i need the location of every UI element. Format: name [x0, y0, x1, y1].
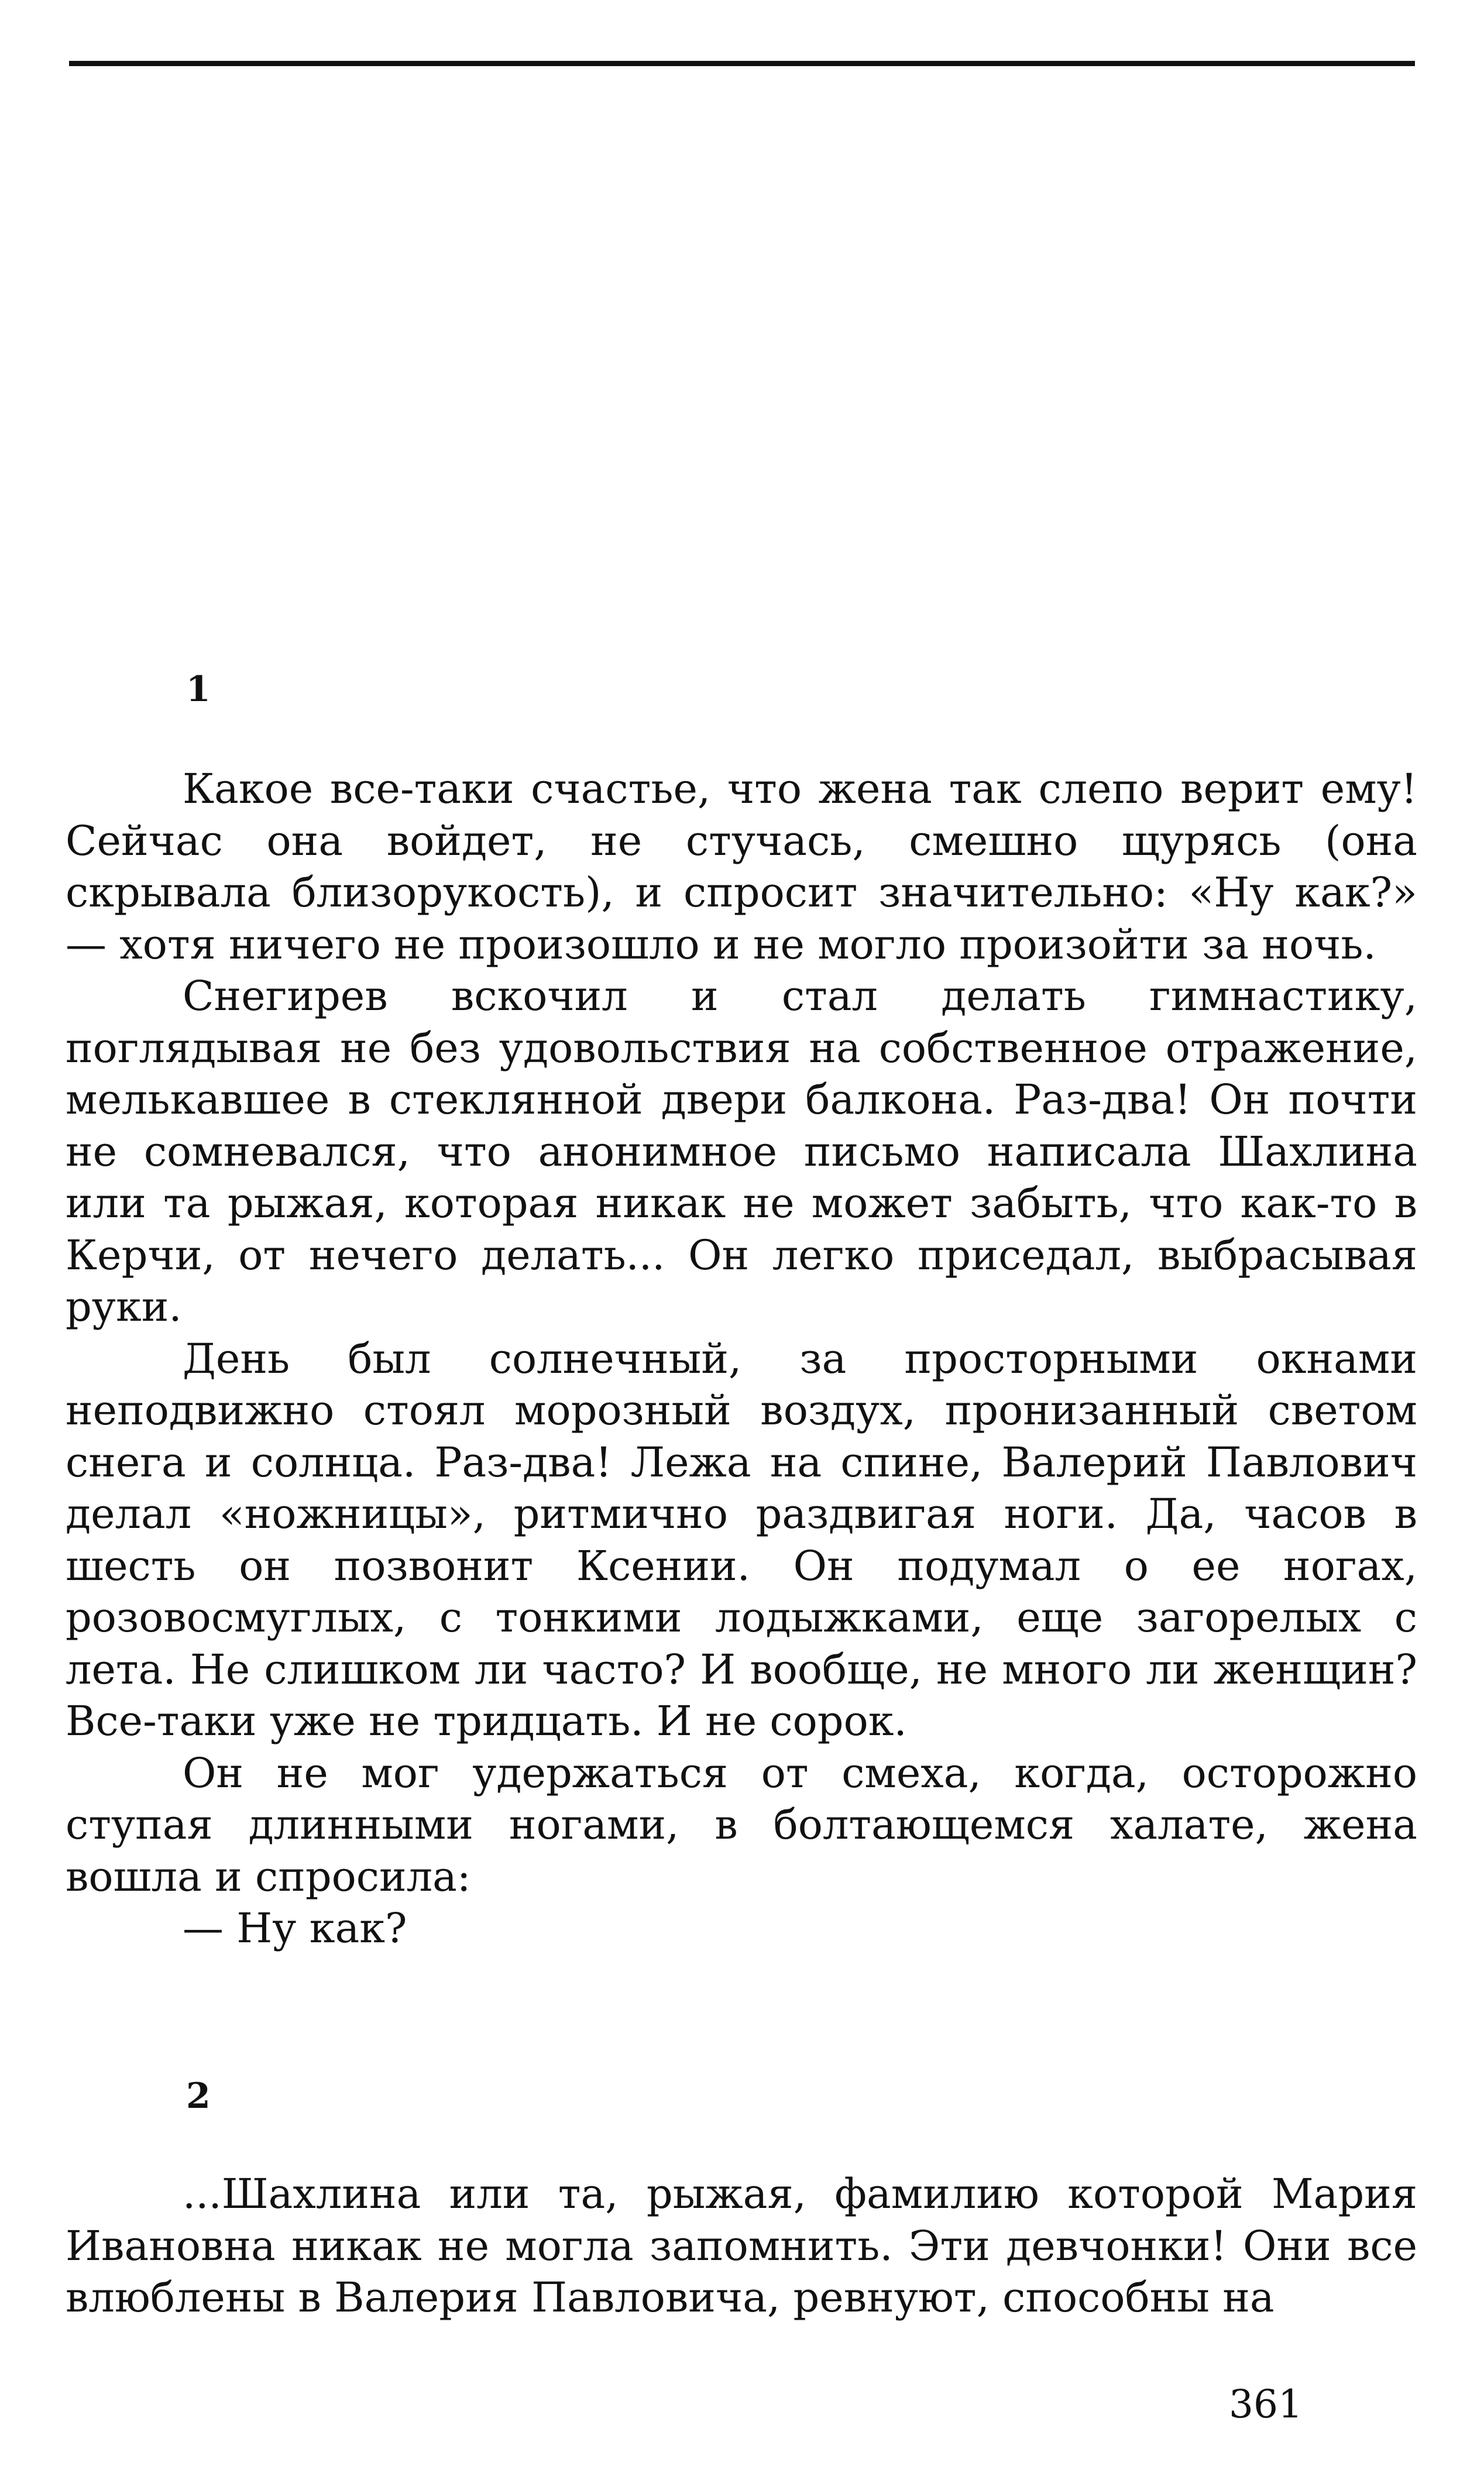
paragraph: День был солнечный, за просторными окнами неподвижно стоял морозный воздух, пронизанный светом снега и солнца. Раз-два! Лежа на спине, Валерий Павлович делал «ножницы», ритмично раздвигая ноги. Да, часов в шесть он позвонит Ксении. Он подумал о ее ногах, розовосмуглых, с тонкими лодыжками, еще загорелых с лета. Не слишком ли часто? И вообще, не много ли женщин? Все-таки уже не тридцать. И не сорок. [66, 1334, 1417, 1745]
top-rule [69, 61, 1415, 66]
section-number: 1 [186, 669, 211, 710]
page-number: 361 [1229, 2382, 1303, 2427]
paragraph: Какое все-таки счастье, что жена так слепо верит ему! Сейчас она войдет, не стучась, смешно щурясь (она скрывала близорукость), и спросит значительно: «Ну как?» — хотя ничего не произошло и не могло произойти за ночь. [66, 765, 1417, 968]
section-1-text [66, 763, 1417, 1955]
section-2-text [66, 2168, 1417, 2324]
paragraph: Он не мог удержаться от смеха, когда, осторожно ступая длинными ногами, в болтающемся халате, жена вошла и спросила: [66, 1749, 1417, 1901]
paragraph: — Ну как? [183, 1904, 407, 1952]
paragraph: ...Шахлина или та, рыжая, фамилию которой Мария Ивановна никак не могла запомнить. Эти девчонки! Они все влюблены в Валерия Павловича, ревнуют, способны на [66, 2170, 1417, 2321]
paragraph: Снегирев вскочил и стал делать гимнастику, поглядывая не без удовольствия на собственное отражение, мелькавшее в стеклянной двери балкона. Раз-два! Он почти не сомневался, что анонимное письмо написала Шахлина или та рыжая, которая никак не может забыть, что как-то в Керчи, от нечего делать... Он легко приседал, выбрасывая руки. [66, 972, 1417, 1331]
section-number: 2 [186, 2076, 211, 2117]
